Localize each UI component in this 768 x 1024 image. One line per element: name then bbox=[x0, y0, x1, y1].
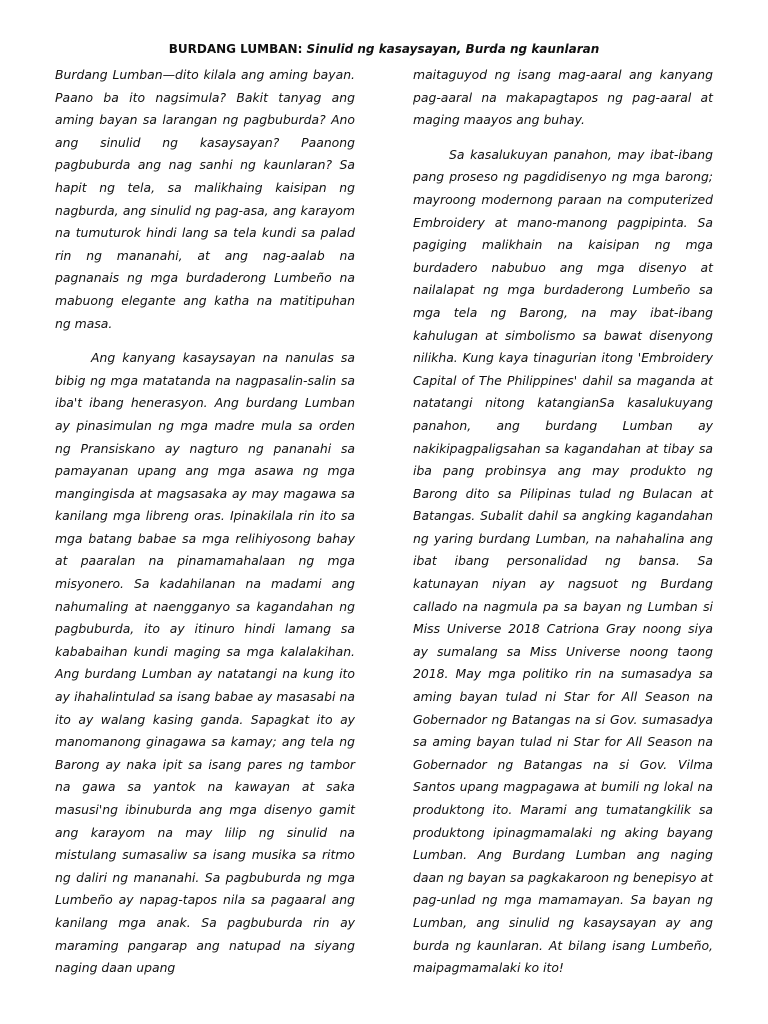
right-paragraph-2: Sa kasalukuyan panahon, may ibat-ibang pang proseso ng pagdidisenyo ng mga barong; mayroong modernong paraan na computerized Embroidery at mano-manong pagpipinta. Sa pagiging malikhain na kaisipan ng mga burdadero nabubuo ang mga disenyo at nailalapat ng mga burdaderong Lumbeño sa mga tela ng Barong, na may ibat-ibang kahulugan at simbolismo sa bawat disenyong nilikha. Kung kaya tinagurian itong 'Embroidery Capital of The Philippines' dahil sa maganda at natatangi nitong katangianSa kasalukuyang panahon, ang burdang Lumban ay nakikipagpaligsahan sa kagandahan at tibay sa iba pang probinsya ang may produkto ng Barong dito sa Pilipinas tulad ng Bulacan at Batangas. Subalit dahil sa angking kagandahan ng yaring burdang Lumban, na nahahalina ang ibat ibang personalidad ng bansa. Sa katunayan niyan ay nagsuot ng Burdang callado na nagmula pa sa bayan ng Lumban si Miss Universe 2018 Catriona Gray noong siya ay sumalang sa Miss Universe noong taong 2018. May mga politiko rin na sumasadya sa aming bayan tulad ni Star for All Season na Gobernador ng Batangas na si Gov. sumasadya sa aming bayan tulad ni Star for All Season na Gobernador ng Batangas na si Gov. Vilma Santos upang magpagawa at bumili ng lokal na produktong ito. Marami ang tumatangkilik sa produktong ipinagmamalaki ng aking bayang Lumban. Ang Burdang Lumban ang naging daan ng bayan sa pagkakaroon ng benepisyo at pag-unlad ng mga mamamayan. Sa bayan ng Lumban, ang sinulid ng kasaysayan ay ang burda ng kaunlaran. At bilang isang Lumbeño, maipagmamalaki ko ito! bbox=[413, 146, 713, 976]
title-lead: BURDANG LUMBAN: bbox=[168, 42, 303, 56]
title-subtitle: Sinulid ng kasaysayan, Burda ng kaunlaran bbox=[302, 42, 600, 56]
left-paragraph-2: Ang kanyang kasaysayan na nanulas sa bibig ng mga matatanda na nagpasalin-salin sa iba't ibang henerasyon. Ang burdang Lumban ay pinasimulan ng mga madre mula sa orden ng Pransiskano ay nagturo ng pananahi sa pamayanan upang ang mga asawa ng mga mangingisda at magsasaka ay may magawa sa kanilang mga libreng oras. Ipinakilala rin ito sa mga batang babae sa mga relihiyosong bahay at paaralan na pinamamahalaan ng mga misyonero. Sa kadahilanan na madami ang nahumaling at naengganyo sa kagandahan ng pagbuburda, ito ay itinuro hindi lamang sa kababaihan kundi maging sa mga kalalakihan. Ang burdang Lumban ay natatangi na kung ito ay ihahalintulad sa isang babae ay masasabi na ito ay walang kasing ganda. Sapagkat ito ay manomanong ginagawa sa kamay; ang tela ng Barong ay naka ipit sa isang pares ng tambor na gawa sa yantok na kawayan at saka masusi'ng ibinuburda ang mga disenyo gamit ang karayom na may lilip ng sinulid na mistulang sumasaliw sa isang musika sa ritmo ng daliri ng mananahi. Sa pagbuburda ng mga Lumbeño ay napag-tapos nila sa pagaaral ang kanilang mga anak. Sa pagbuburda rin ay maraming pangarap ang natupad na siyang naging daan upang bbox=[55, 350, 355, 976]
left-paragraph-1: Burdang Lumban—dito kilala ang aming bayan. Paano ba ito nagsimula? Bakit tanyag ang aming bayan sa larangan ng pagbuburda? Ano ang sinulid ng kasaysayan? Paanong pagbuburda ang nag sanhi ng kaunlaran? Sa hapit ng tela, sa malikhaing kaisipan ng nagburda, ang sinulid ng pag-asa, ang karayom na tumuturok hindi lang sa tela kundi sa palad rin ng mananahi, at ang nag-aalab na pagnanais ng mga burdaderong Lumbeño na mabuong elegante ang katha na matitipuhan ng masa. bbox=[55, 67, 355, 331]
document-title bbox=[0, 42, 768, 56]
right-column bbox=[413, 64, 713, 980]
paragraph-spacer bbox=[413, 132, 713, 144]
paragraph-spacer bbox=[55, 335, 355, 347]
right-paragraph-1: maitaguyod ng isang mag-aaral ang kanyang pag-aaral na makapagtapos ng pag-aaral at maging maayos ang buhay. bbox=[413, 67, 713, 128]
left-column bbox=[55, 64, 355, 980]
